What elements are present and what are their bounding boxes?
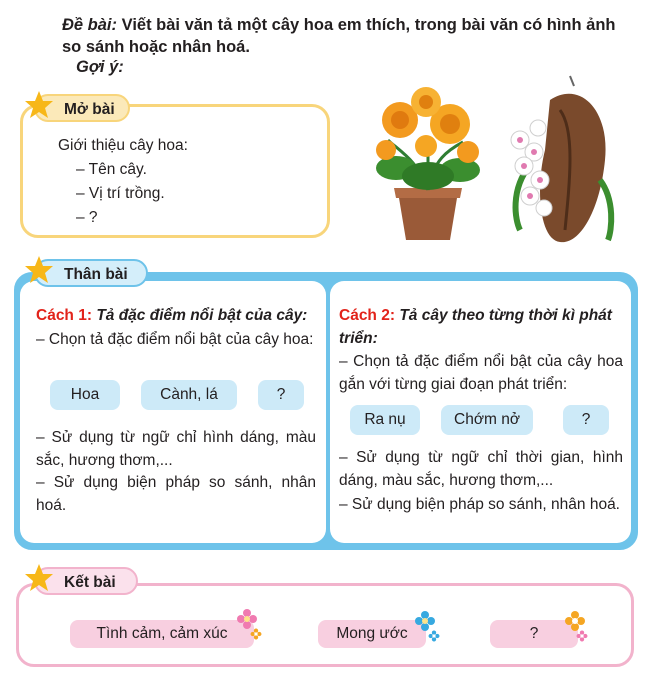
chrysanthemum-pot-illustration: [368, 80, 488, 245]
cach-2-heading: [339, 304, 623, 350]
star-icon: [24, 90, 54, 120]
mo-bai-intro: Giới thiệu cây hoa:: [58, 137, 188, 154]
cach-2-title: Tả cây theo từng thời kì phát triển:: [339, 307, 612, 347]
prompt-text: Viết bài văn tả một cây hoa em thích, trong bài văn có hình ảnh so sánh hoặc nhân hoá.: [62, 16, 616, 56]
mo-bai-title: Mở bài: [64, 101, 115, 118]
flower-icon: [428, 630, 440, 642]
pill-canh-la: Cành, lá: [141, 380, 237, 410]
pill-question: ?: [490, 620, 578, 648]
star-icon: [24, 563, 54, 593]
mo-bai-box: [20, 104, 330, 238]
pill-question: ?: [258, 380, 304, 410]
cach-2-line-1: – Chọn tả đặc điểm nổi bật của cây hoa gắn với từng giai đoạn phát triển:: [339, 353, 623, 393]
flower-icon: [250, 628, 262, 640]
hint-label: Gợi ý:: [76, 58, 124, 76]
cach-1-title: Tả đặc điểm nổi bật của cây:: [96, 307, 308, 324]
flower-icon: [414, 610, 436, 632]
mo-bai-item-1: – Tên cây.: [76, 161, 147, 178]
flower-icon: [564, 610, 586, 632]
cach-2-line-3: – Sử dụng biện pháp so sánh, nhân hoá.: [339, 496, 620, 513]
cach-1-line-1: – Chọn tả đặc điểm nổi bật của cây hoa:: [36, 331, 314, 348]
pill-chom-no: Chớm nở: [441, 405, 533, 435]
orchid-on-wood-illustration: [500, 70, 630, 250]
cach-1-label: Cách 1:: [36, 307, 92, 324]
pill-tinh-cam: Tình cảm, cảm xúc: [70, 620, 254, 648]
cach-2-line-2: – Sử dụng từ ngữ chỉ thời gian, hình dáng, màu sắc, hương thơm,...: [339, 449, 623, 489]
cach-1-line-2: – Sử dụng từ ngữ chỉ hình dáng, màu sắc, hương thơm,...: [36, 429, 316, 469]
pill-hoa: Hoa: [50, 380, 120, 410]
flower-icon: [576, 630, 588, 642]
than-bai-title: Thân bài: [64, 266, 128, 283]
cach-2-label: Cách 2:: [339, 307, 395, 324]
pill-mong-uoc: Mong ước: [318, 620, 426, 648]
cach-1-line-3: – Sử dụng biện pháp so sánh, nhân hoá.: [36, 474, 316, 514]
pill-question: ?: [563, 405, 609, 435]
mo-bai-item-2: – Vị trí trồng.: [76, 185, 165, 202]
mo-bai-item-3: – ?: [76, 209, 98, 226]
cach-1-heading: [36, 304, 316, 327]
pill-ra-nu: Ra nụ: [350, 405, 420, 435]
flower-icon: [236, 608, 258, 630]
star-icon: [24, 255, 54, 285]
ket-bai-title: Kết bài: [64, 574, 116, 591]
prompt-lead: Đề bài:: [62, 16, 118, 34]
assignment-prompt: [62, 14, 637, 58]
